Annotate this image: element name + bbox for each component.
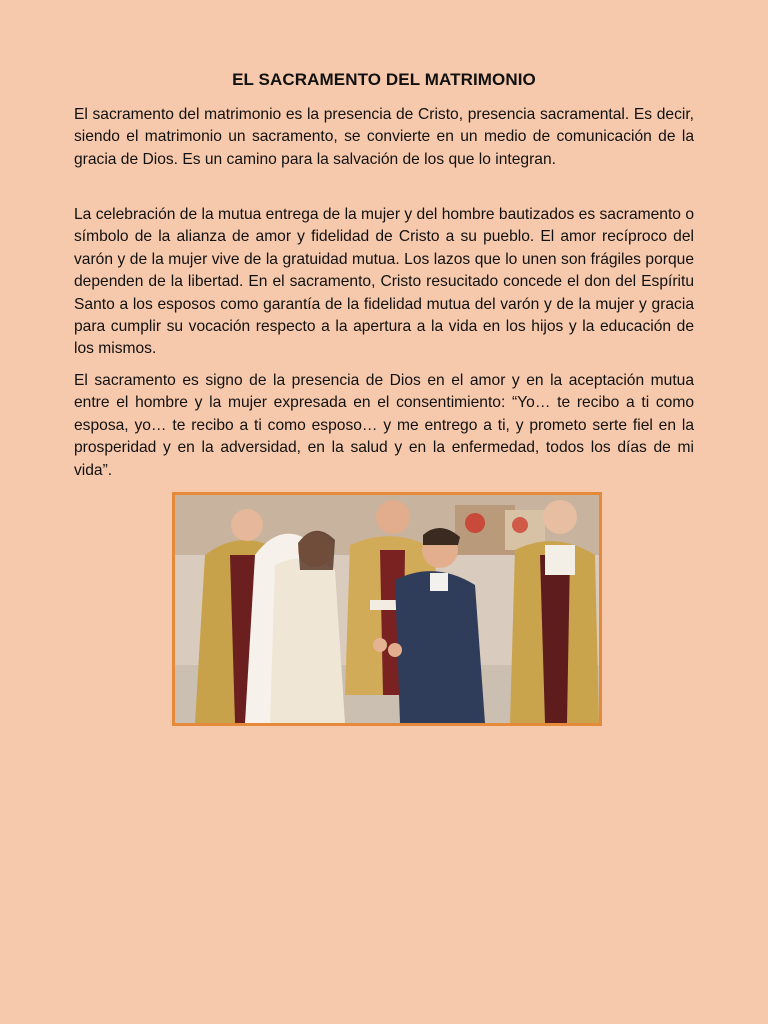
paragraph-2: La celebración de la mutua entrega de la mujer y del hombre bautizados es sacramento o símbolo de la alianza de amor y fidelidad de Cristo a su pueblo. El amor recíproco del varón y de la mujer vive de la gratuidad mutua. Los lazos que lo unen son frágiles porque dependen de la libertad. En el sacramento, Cristo resucitado concede el don del Espíritu Santo a los esposos como garantía de la fidelidad mutua del varón y de la mujer y gracia para cumplir su vocación respecto a la apertura a la vida en los hijos y la educación de los mismos. — [74, 206, 694, 358]
wedding-photo-illustration — [175, 495, 599, 723]
page-title: EL SACRAMENTO DEL MATRIMONIO — [232, 70, 536, 89]
paragraph-3: El sacramento es signo de la presencia de Dios en el amor y en la aceptación mutua entre el hombre y la mujer expresada en el consentimiento: “Yo… te recibo a ti como esposa, yo… te recibo a ti como esposo… y me entrego a ti, y prometo serte fiel en la prosperidad y en la adversidad, en la salud y en la enfermedad, todos los días de mi vida”. — [74, 372, 694, 479]
paragraph-1: El sacramento del matrimonio es la presencia de Cristo, presencia sacramental. Es decir, siendo el matrimonio un sacramento, se convierte en un medio de comunicación de la gracia de Dios. Es un camino para la salvación de los que lo integran. — [74, 106, 694, 168]
wedding-photo — [172, 492, 602, 726]
